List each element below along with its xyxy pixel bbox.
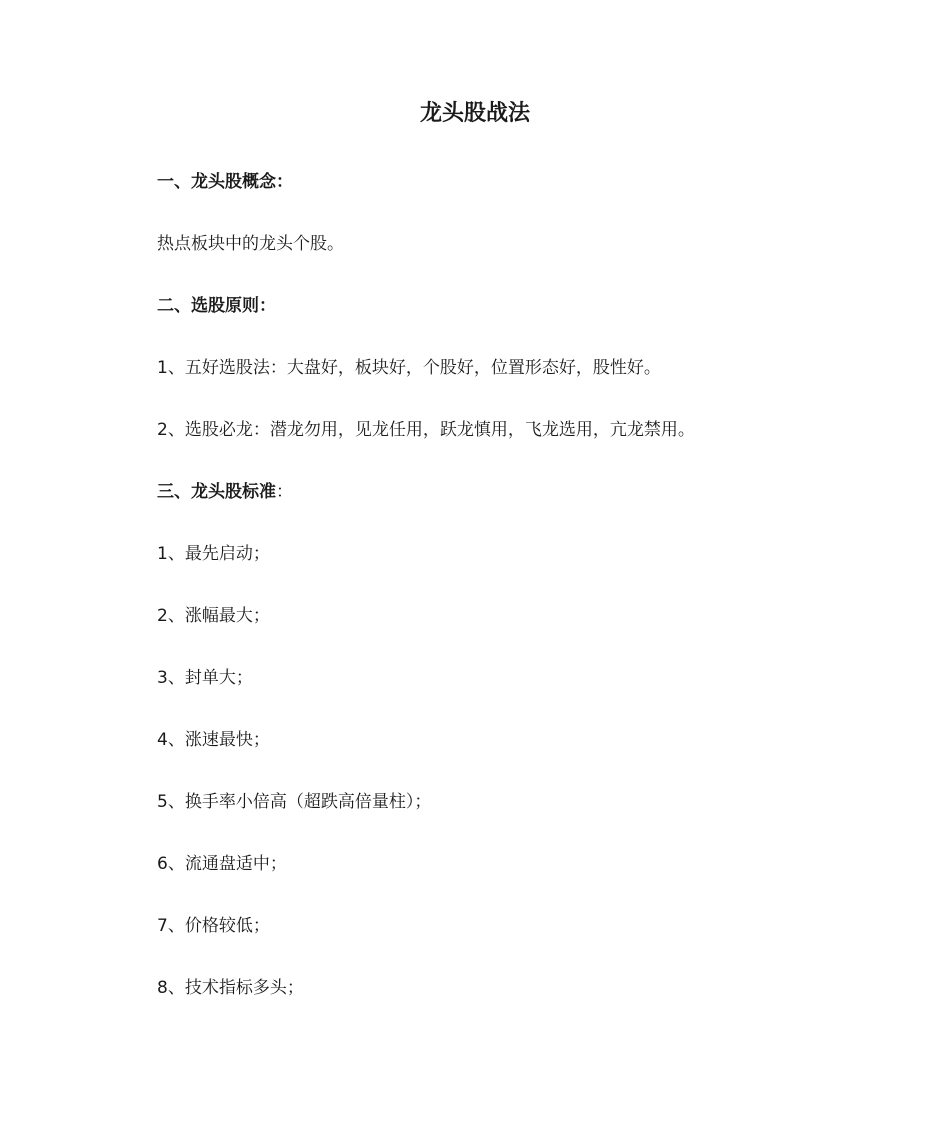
standard-item: 5、换手率小倍高（超跌高倍量柱）； <box>157 792 432 812</box>
standard-item: 7、价格较低； <box>157 916 270 936</box>
section-heading-standards <box>157 480 293 504</box>
document-title: 龙头股战法 <box>419 101 530 126</box>
standard-item: 6、流通盘适中； <box>157 854 287 874</box>
principle-item: 2、选股必龙：潜龙勿用，见龙任用，跃龙慎用，飞龙选用，亢龙禁用。 <box>157 420 695 440</box>
standard-item: 8、技术指标多头； <box>157 978 304 998</box>
standard-item: 4、涨速最快； <box>157 730 270 750</box>
concept-text: 热点板块中的龙头个股。 <box>157 234 344 254</box>
section-heading-principles: 二、选股原则： <box>157 296 276 316</box>
standard-item: 1、最先启动； <box>157 544 270 564</box>
section-heading-concept: 一、龙头股概念： <box>157 172 293 192</box>
section-heading-standards-text: 三、龙头股标准 <box>157 482 276 502</box>
section-heading-standards-colon: ： <box>276 482 293 502</box>
principle-item: 1、五好选股法：大盘好，板块好，个股好，位置形态好，股性好。 <box>157 358 661 378</box>
standard-item: 2、涨幅最大； <box>157 606 270 626</box>
standard-item: 3、封单大； <box>157 668 253 688</box>
